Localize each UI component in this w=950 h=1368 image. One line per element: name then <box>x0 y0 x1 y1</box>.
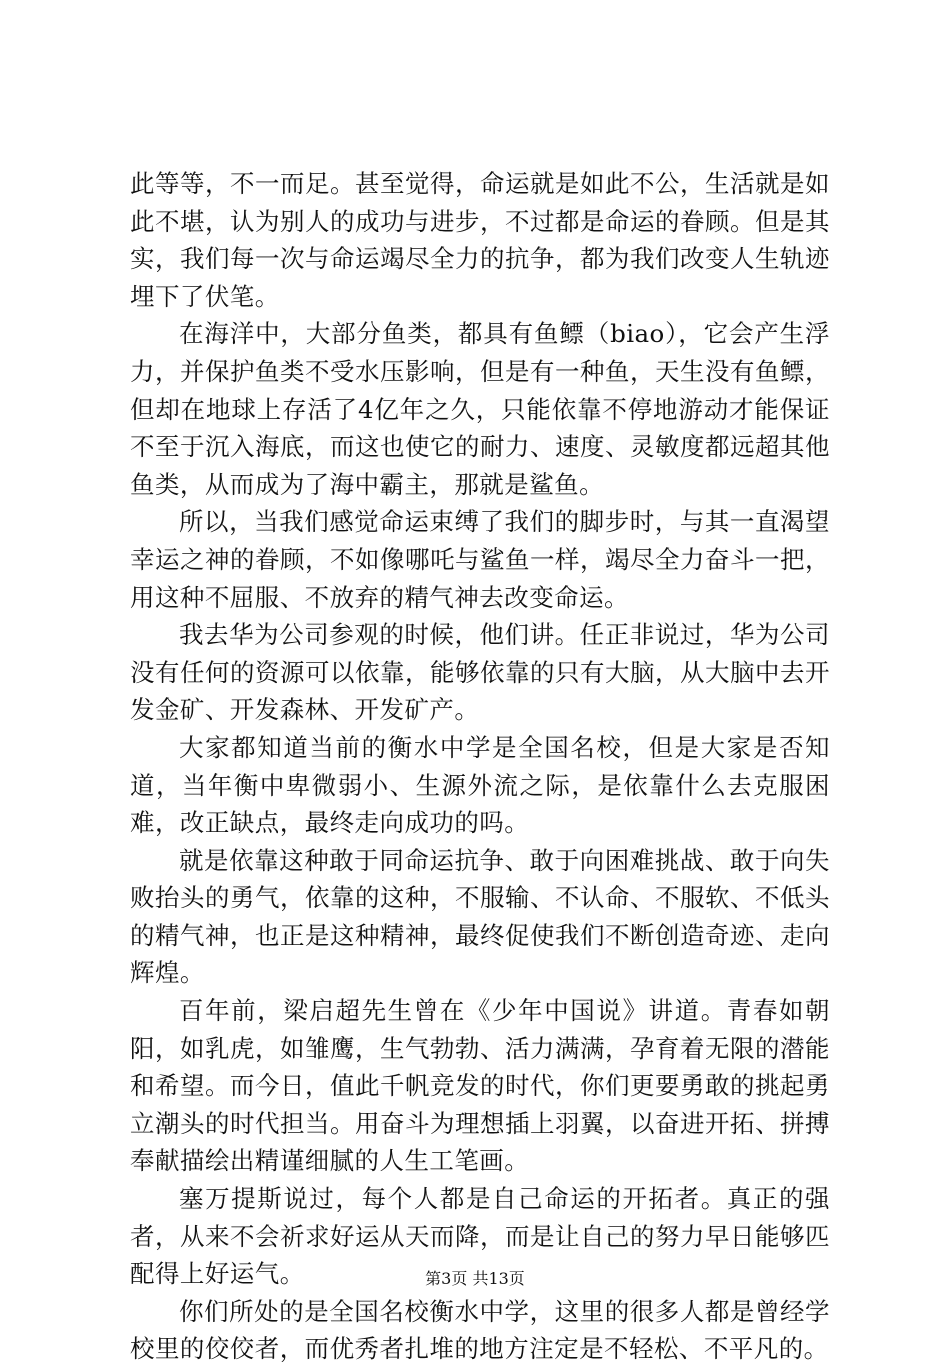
paragraph-7: 百年前，梁启超先生曾在《少年中国说》讲道。青春如朝阳，如乳虎，如雏鹰，生气勃勃、活力满满，孕育着无限的潜能和希望。而今日，值此千帆竞发的时代，你们更要勇敢的挑起勇立潮头的时代担当。用奋斗为理想插上羽翼，以奋进开拓、拼搏奉献描绘出精谨细腻的人生工笔画。 <box>130 996 830 1176</box>
paragraph-8: 塞万提斯说过，每个人都是自己命运的开拓者。真正的强者，从来不会祈求好运从天而降，而是让自己的努力早日能够匹配得上好运气。 <box>130 1184 830 1289</box>
paragraph-6: 就是依靠这种敢于同命运抗争、敢于向困难挑战、敢于向失败抬头的勇气，依靠的这种，不服输、不认命、不服软、不低头的精气神，也正是这种精神，最终促使我们不断创造奇迹、走向辉煌。 <box>130 845 830 988</box>
paragraph-9: 你们所处的是全国名校衡水中学，这里的很多人都是曾经学校里的佼佼者，而优秀者扎堆的地方注定是不轻松、不平凡的。 <box>130 1296 830 1364</box>
paragraph-1: 此等等，不一而足。甚至觉得，命运就是如此不公，生活就是如此不堪，认为别人的成功与进步，不过都是命运的眷顾。但是其实，我们每一次与命运竭尽全力的抗争，都为我们改变人生轨迹埋下了伏笔。 <box>130 169 830 311</box>
page-number-footer: 第3页 共13页 <box>425 1269 525 1288</box>
paragraph-2: 在海洋中，大部分鱼类，都具有鱼鳔（biao），它会产生浮力，并保护鱼类不受水压影响，但是有一种鱼，天生没有鱼鳔，但却在地球上存活了4亿年之久，只能依靠不停地游动才能保证不至于沉入海底，而这也使它的耐力、速度、灵敏度都远超其他鱼类，从而成为了海中霸主，那就是鲨鱼。 <box>130 319 830 499</box>
paragraph-5: 大家都知道当前的衡水中学是全国名校，但是大家是否知道，当年衡中卑微弱小、生源外流之际，是依靠什么去克服困难，改正缺点，最终走向成功的吗。 <box>130 732 830 838</box>
document-body <box>130 165 830 1368</box>
paragraph-3: 所以，当我们感觉命运束缚了我们的脚步时，与其一直渴望幸运之神的眷顾，不如像哪吒与鲨鱼一样，竭尽全力奋斗一把，用这种不屈服、不放弃的精气神去改变命运。 <box>130 507 830 612</box>
paragraph-4: 我去华为公司参观的时候，他们讲。任正非说过，华为公司没有任何的资源可以依靠，能够依靠的只有大脑，从大脑中去开发金矿、开发森林、开发矿产。 <box>130 620 830 725</box>
